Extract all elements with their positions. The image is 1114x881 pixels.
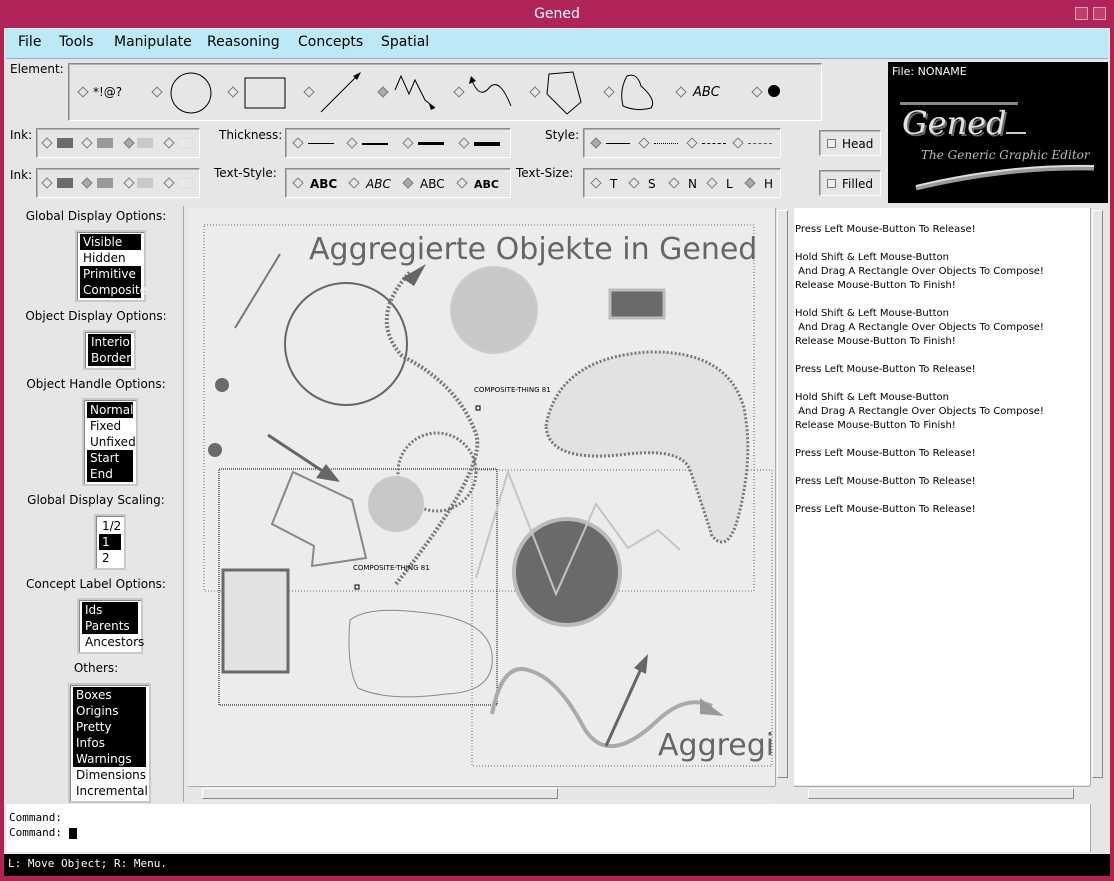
thickness-label: Thickness: <box>219 128 283 142</box>
element-rect-radio[interactable] <box>227 86 238 97</box>
polygon-tool-icon[interactable] <box>543 68 587 116</box>
console-line: Press Left Mouse-Button To Release! <box>795 364 976 375</box>
composite-label-1[interactable]: COMPOSITE-THING 81 <box>474 386 551 394</box>
others-option[interactable]: Pretty <box>73 719 146 735</box>
console-line: And Drag A Rectangle Over Objects To Compose! <box>795 322 1044 333</box>
menu-tools[interactable]: Tools <box>59 34 94 50</box>
console-line <box>794 349 1090 363</box>
text-size-radio-t[interactable] <box>590 177 601 188</box>
menu-reasoning[interactable]: Reasoning <box>207 34 280 50</box>
thickness-radio-3[interactable] <box>402 137 413 148</box>
fill-ink-radio-1[interactable] <box>41 177 52 188</box>
console-lines <box>794 208 1090 517</box>
element-text-tool[interactable]: *!@? <box>93 85 123 99</box>
console-line: And Drag A Rectangle Over Objects To Compose! <box>795 406 1044 417</box>
concept-label-list <box>77 598 143 654</box>
ink2-label: Ink: <box>10 168 33 182</box>
global-display-title: Global Display Options: <box>25 209 167 223</box>
style-long-dashed-line[interactable] <box>748 143 772 144</box>
text-size-radio-n[interactable] <box>668 177 679 188</box>
style-radio-4[interactable] <box>732 137 743 148</box>
command-input-line[interactable] <box>6 825 1090 840</box>
console-line <box>794 489 1090 503</box>
point-tool-icon[interactable] <box>767 84 781 98</box>
concept-label-option[interactable]: Ancestors <box>85 635 145 649</box>
composite-handle-1[interactable] <box>476 406 480 410</box>
global-display-list <box>75 230 146 302</box>
ink-swatch-1[interactable] <box>57 138 73 148</box>
canvas-vscroll-thumb[interactable] <box>777 210 788 778</box>
bordered-rect-object[interactable] <box>223 570 288 672</box>
menu-spatial[interactable]: Spatial <box>381 34 430 50</box>
ink-label: Ink: <box>10 128 33 142</box>
console-line <box>794 433 1090 447</box>
point-object-2[interactable] <box>208 443 222 457</box>
text-cursor <box>69 828 77 839</box>
others-option[interactable]: Infos <box>73 735 146 751</box>
console-line: Hold Shift & Left Mouse-Button <box>795 252 950 263</box>
menu-file[interactable]: File <box>18 34 42 50</box>
object-handle-option[interactable]: Start <box>87 450 133 466</box>
console-line <box>794 293 1090 307</box>
object-handle-option[interactable]: Normal <box>87 402 133 418</box>
element-polygon-radio[interactable] <box>529 86 540 97</box>
fill-ink-swatch-2[interactable] <box>97 178 113 188</box>
text-style-radio-2[interactable] <box>348 177 359 188</box>
text-style-radio-1[interactable] <box>292 177 303 188</box>
text-style-bold[interactable]: ABC <box>310 177 338 191</box>
command-vscroll[interactable] <box>1090 804 1104 852</box>
element-arrow-radio[interactable] <box>303 86 314 97</box>
canvas-heading[interactable]: Aggregierte Objekte in Gened <box>309 232 758 267</box>
canvas-heading-2[interactable]: Aggregi <box>658 728 775 763</box>
others-option[interactable]: Origins <box>73 703 146 719</box>
ink-radio-1[interactable] <box>41 137 52 148</box>
element-palette <box>68 63 822 121</box>
global-scaling-option[interactable]: 1 <box>99 534 121 550</box>
global-scaling-list <box>94 514 126 570</box>
message-console <box>794 208 1090 785</box>
text-size-label: Text-Size: <box>516 166 574 180</box>
thickness-palette <box>285 128 511 158</box>
fill-ink-swatch-1[interactable] <box>57 178 73 188</box>
logo-tagline: The Generic Graphic Editor <box>921 148 1090 162</box>
title-bar[interactable] <box>0 0 1114 28</box>
global-scaling-option[interactable]: 1/2 <box>102 519 122 533</box>
command-prompt: Command: <box>9 826 62 839</box>
text-size-radio-s[interactable] <box>628 177 639 188</box>
style-dashed-line[interactable] <box>702 143 726 144</box>
command-history-line: Command: <box>9 811 62 824</box>
global-scaling-title: Global Display Scaling: <box>27 493 165 507</box>
rectangle-tool-icon[interactable] <box>243 74 287 110</box>
others-option[interactable]: Boxes <box>73 687 146 703</box>
object-display-option[interactable]: Border <box>88 350 131 366</box>
thickness-2-line[interactable] <box>362 143 388 145</box>
file-name-label: File: NONAME <box>892 65 967 78</box>
console-line: Release Mouse-Button To Finish! <box>795 280 956 291</box>
console-line: Release Mouse-Button To Finish! <box>795 336 956 347</box>
console-line: And Drag A Rectangle Over Objects To Compose! <box>795 266 1044 277</box>
concept-label-option[interactable]: Ids <box>82 602 138 618</box>
others-option[interactable]: Incremental <box>76 784 148 798</box>
object-display-title: Object Display Options: <box>25 309 167 323</box>
element-spline-radio[interactable] <box>453 86 464 97</box>
console-line: Press Left Mouse-Button To Release! <box>795 504 976 515</box>
line-object[interactable] <box>235 254 280 328</box>
console-line: Release Mouse-Button To Finish! <box>795 420 956 431</box>
arrowhead-1 <box>316 464 340 482</box>
text-size-palette <box>583 168 781 198</box>
arrowhead-2 <box>634 654 648 674</box>
object-display-option[interactable]: Interior <box>88 334 131 350</box>
wave-arrowhead <box>700 698 724 716</box>
element-polyline-radio[interactable] <box>377 86 388 97</box>
text-size-radio-h[interactable] <box>744 177 755 188</box>
thickness-radio-4[interactable] <box>458 137 469 148</box>
object-handle-option[interactable]: End <box>87 466 133 482</box>
console-line: Hold Shift & Left Mouse-Button <box>795 308 950 319</box>
fill-ink-swatch-4[interactable] <box>177 178 193 188</box>
text-style-label: Text-Style: <box>214 166 277 180</box>
arrow-object-1[interactable] <box>268 435 330 476</box>
console-hscroll-thumb[interactable] <box>808 788 1074 799</box>
others-title: Others: <box>73 661 119 675</box>
global-display-option[interactable]: Primitive <box>80 266 141 282</box>
element-abc-tool[interactable]: ABC <box>693 85 720 100</box>
thickness-3-line[interactable] <box>418 142 444 145</box>
element-closed-spline-radio[interactable] <box>603 86 614 97</box>
fill-ink-radio-3[interactable] <box>123 177 134 188</box>
status-bar: L: Move Object; R: Menu. <box>4 854 1110 876</box>
canvas-hscroll-thumb[interactable] <box>202 788 558 799</box>
element-label: Element: <box>10 62 64 76</box>
dark-circle-object[interactable] <box>514 519 620 625</box>
maximize-button[interactable] <box>1093 7 1106 20</box>
ink-radio-2[interactable] <box>81 137 92 148</box>
fill-ink-swatch-3[interactable] <box>137 178 153 188</box>
style-dotted-line[interactable] <box>654 143 678 144</box>
text-style-palette <box>285 168 511 198</box>
fill-ink-palette <box>36 168 200 198</box>
free-closed-shape[interactable] <box>349 610 492 697</box>
text-style-roman[interactable]: ABC <box>420 177 445 191</box>
console-line <box>794 377 1090 391</box>
console-line: Press Left Mouse-Button To Release! <box>795 224 976 235</box>
canvas-drawing[interactable] <box>188 208 775 801</box>
console-line: Hold Shift & Left Mouse-Button <box>795 392 950 403</box>
drawing-canvas[interactable] <box>188 208 775 801</box>
console-hscroll[interactable] <box>794 786 1090 800</box>
filled-checkbox[interactable] <box>827 179 836 188</box>
point-object-1[interactable] <box>215 378 229 392</box>
concept-label-title: Concept Label Options: <box>26 577 166 591</box>
filled-circle-object[interactable] <box>451 267 537 353</box>
style-label: Style: <box>545 128 580 142</box>
global-scaling-option[interactable]: 2 <box>102 551 110 565</box>
head-label: Head <box>842 137 874 151</box>
options-sidebar <box>6 206 184 802</box>
global-display-option[interactable]: Hidden <box>83 251 126 265</box>
console-line: Press Left Mouse-Button To Release! <box>795 448 976 459</box>
style-radio-2[interactable] <box>638 137 649 148</box>
ink-swatch-4[interactable] <box>177 138 193 148</box>
others-option[interactable]: Dimensions <box>76 768 147 782</box>
canvas-vscroll[interactable] <box>775 208 789 786</box>
console-line <box>794 237 1090 251</box>
logo-panel <box>888 62 1108 203</box>
object-handle-list <box>82 398 138 486</box>
text-size-l[interactable]: L <box>726 177 733 191</box>
text-size-t[interactable]: T <box>610 177 618 191</box>
closed-spline-tool-icon[interactable] <box>617 70 661 114</box>
console-vscroll[interactable] <box>1090 208 1104 786</box>
console-line <box>794 461 1090 475</box>
text-size-s[interactable]: S <box>648 177 656 191</box>
text-style-bold-small[interactable]: ABC <box>474 178 499 191</box>
canvas-hscroll[interactable] <box>188 786 775 800</box>
command-pane[interactable] <box>6 804 1090 852</box>
element-abc-radio[interactable] <box>675 86 686 97</box>
object-handle-option[interactable]: Fixed <box>90 419 122 433</box>
text-size-n[interactable]: N <box>688 177 697 191</box>
ink-radio-3[interactable] <box>123 137 134 148</box>
text-style-italic[interactable]: ABC <box>366 177 391 191</box>
style-radio-3[interactable] <box>686 137 697 148</box>
circle-tool-icon[interactable] <box>169 72 213 116</box>
circle-object[interactable] <box>285 283 407 405</box>
style-radio-1[interactable] <box>590 137 601 148</box>
others-list <box>68 683 151 803</box>
object-display-list <box>83 330 136 370</box>
thickness-radio-2[interactable] <box>346 137 357 148</box>
fill-ink-radio-4[interactable] <box>163 177 174 188</box>
style-solid-line[interactable] <box>606 143 630 144</box>
closed-spline-object[interactable] <box>546 352 748 542</box>
composite-handle-2[interactable] <box>355 585 359 589</box>
others-option[interactable]: Warnings <box>73 751 146 767</box>
filled-rect-object[interactable] <box>610 290 664 318</box>
menu-concepts[interactable]: Concepts <box>298 34 364 50</box>
thickness-radio-1[interactable] <box>292 137 303 148</box>
ink-palette <box>36 128 200 158</box>
menu-bar <box>6 29 1108 59</box>
thickness-4-line[interactable] <box>474 142 500 146</box>
filled-label: Filled <box>842 177 874 191</box>
ink-swatch-2[interactable] <box>97 138 113 148</box>
element-circle-radio[interactable] <box>151 86 162 97</box>
composite-label-2[interactable]: COMPOSITE-THING 81 <box>353 564 430 572</box>
ink-radio-4[interactable] <box>163 137 174 148</box>
window-title: Gened <box>534 6 580 22</box>
arrow-tool-icon[interactable] <box>317 68 365 116</box>
head-toggle[interactable] <box>819 130 881 156</box>
global-display-option[interactable]: Visible <box>80 234 141 250</box>
arrow-object-2[interactable] <box>606 662 644 746</box>
spline-tool-icon[interactable] <box>467 70 519 114</box>
logo-name: Gened <box>902 104 1007 142</box>
ink-swatch-3[interactable] <box>137 138 153 148</box>
text-size-h[interactable]: H <box>764 177 774 191</box>
polygon-object[interactable] <box>272 472 366 566</box>
text-size-radio-l[interactable] <box>706 177 717 188</box>
element-text-radio[interactable] <box>77 86 88 97</box>
text-style-radio-3[interactable] <box>402 177 413 188</box>
text-style-radio-4[interactable] <box>456 177 467 188</box>
thickness-1-line[interactable] <box>308 143 334 144</box>
minimize-button[interactable] <box>1075 7 1088 20</box>
object-handle-option[interactable]: Unfixed <box>90 435 136 449</box>
concept-label-option[interactable]: Parents <box>82 618 138 634</box>
polyline-tool-icon[interactable] <box>391 70 439 112</box>
filled-toggle[interactable] <box>819 170 881 196</box>
fill-ink-radio-2[interactable] <box>81 177 92 188</box>
console-line: Press Left Mouse-Button To Release! <box>795 476 976 487</box>
small-filled-circle-object[interactable] <box>368 476 424 532</box>
object-handle-title: Object Handle Options: <box>26 377 166 391</box>
console-vscroll-thumb[interactable] <box>1092 210 1103 778</box>
global-display-option[interactable]: Composite <box>80 282 141 298</box>
menu-manipulate[interactable]: Manipulate <box>114 34 192 50</box>
element-point-radio[interactable] <box>751 86 762 97</box>
style-palette <box>583 128 781 158</box>
head-checkbox[interactable] <box>827 139 836 148</box>
